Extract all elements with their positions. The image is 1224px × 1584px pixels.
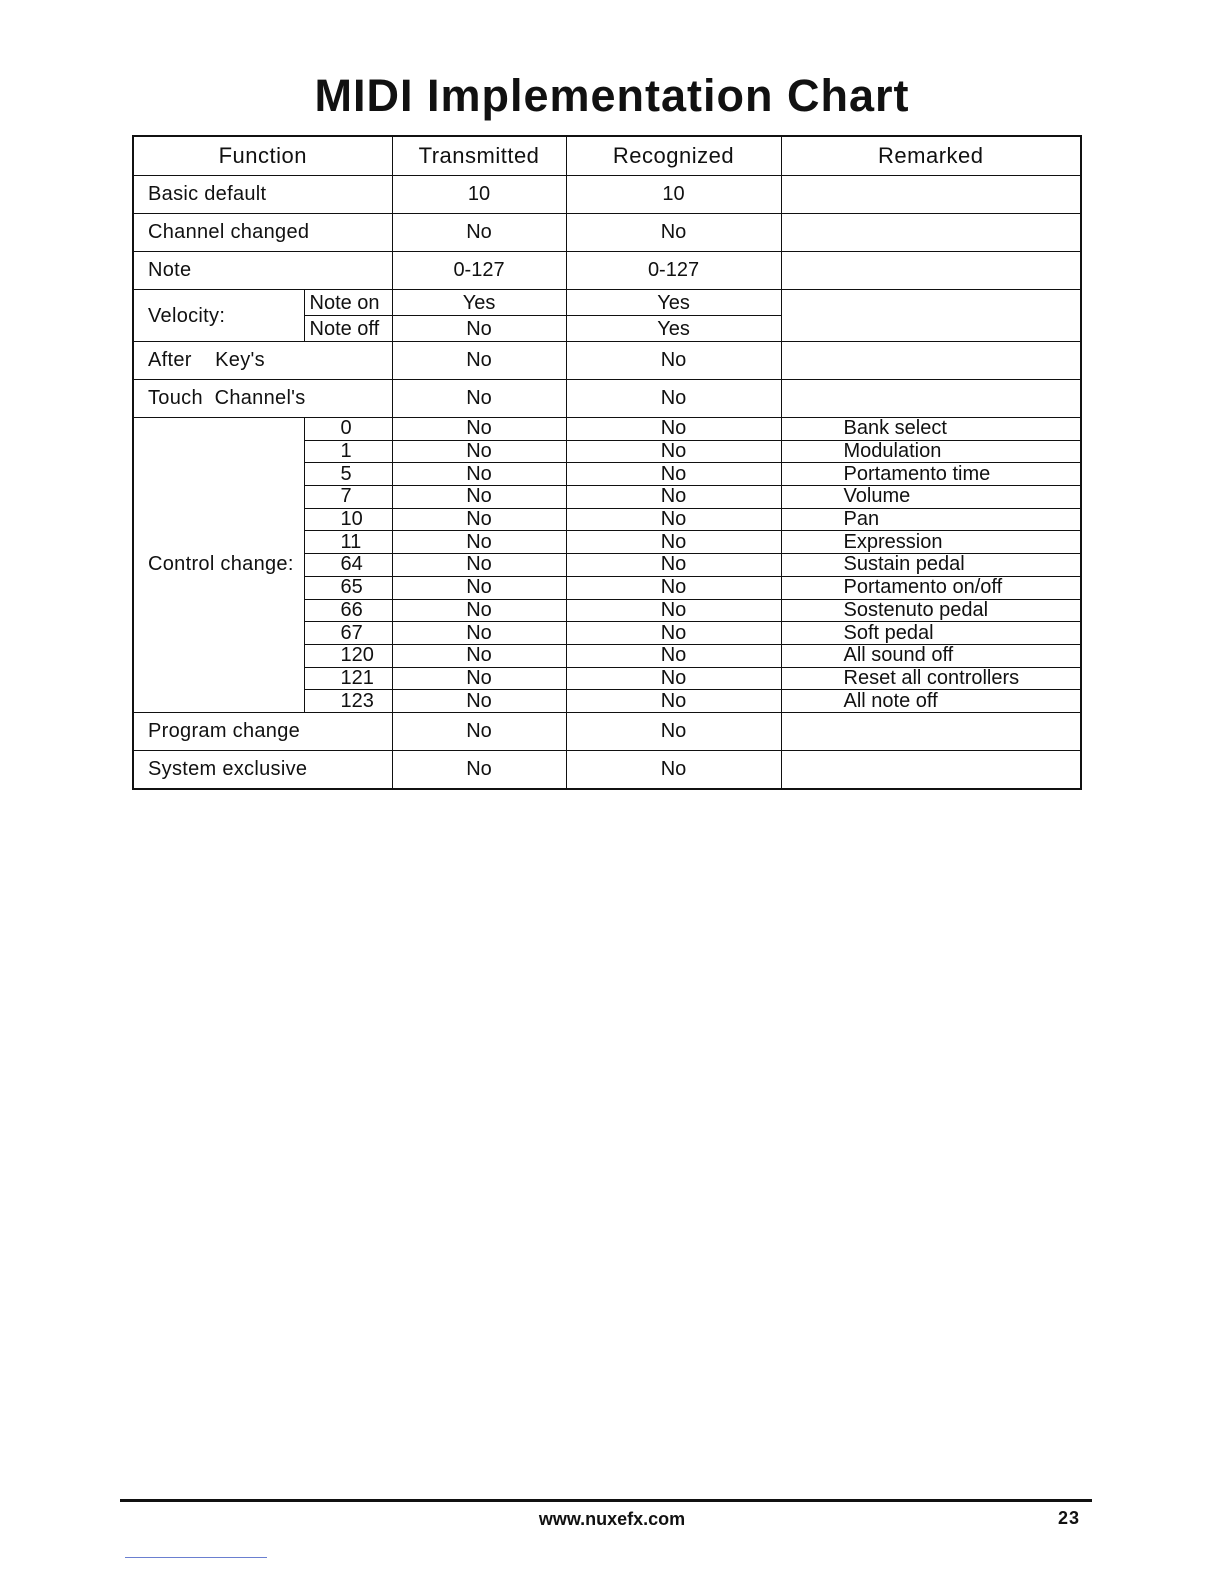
remarked-value: Portamento time [781, 463, 1081, 486]
cc-number: 123 [304, 690, 392, 713]
remarked-value [781, 712, 1081, 750]
cc-number: 10 [304, 508, 392, 531]
recognized-value: No [566, 690, 781, 713]
remarked-value: All sound off [781, 644, 1081, 667]
footer-divider [120, 1499, 1092, 1502]
transmitted-value: No [392, 342, 566, 380]
recognized-value: 0-127 [566, 252, 781, 290]
row-basic-default [133, 176, 1081, 214]
remarked-value [781, 176, 1081, 214]
row-velocity-note-on [133, 290, 1081, 316]
recognized-value: No [566, 644, 781, 667]
recognized-value: No [566, 508, 781, 531]
recognized-value: No [566, 667, 781, 690]
remarked-value [781, 750, 1081, 789]
remarked-value [781, 380, 1081, 418]
function-label: Basic default [133, 176, 392, 214]
page-number: 23 [1057, 1508, 1080, 1528]
transmitted-value: No [392, 554, 566, 577]
transmitted-value: No [392, 622, 566, 645]
velocity-sub-label: Note on [304, 290, 392, 316]
remarked-value [781, 252, 1081, 290]
recognized-value: No [566, 531, 781, 554]
transmitted-value: No [392, 214, 566, 252]
transmitted-value: No [392, 599, 566, 622]
recognized-value: 10 [566, 176, 781, 214]
cc-number: 1 [304, 440, 392, 463]
header-remarked: Remarked [781, 136, 1081, 176]
transmitted-value: No [392, 508, 566, 531]
remarked-value: Soft pedal [781, 622, 1081, 645]
function-label: Control change: [133, 418, 304, 713]
recognized-value: No [566, 750, 781, 789]
transmitted-value: 0-127 [392, 252, 566, 290]
remarked-value: Pan [781, 508, 1081, 531]
remarked-value: Sustain pedal [781, 554, 1081, 577]
midi-implementation-table [132, 135, 1082, 790]
table-header-row [133, 136, 1081, 176]
row-after-keys [133, 342, 1081, 380]
recognized-value: No [566, 712, 781, 750]
row-control-change [133, 418, 1081, 441]
function-label: After Key's [133, 342, 392, 380]
transmitted-value: No [392, 418, 566, 441]
remarked-value [781, 342, 1081, 380]
recognized-value: Yes [566, 316, 781, 342]
recognized-value: No [566, 418, 781, 441]
function-label: Note [133, 252, 392, 290]
row-touch-channels [133, 380, 1081, 418]
recognized-value: No [566, 486, 781, 509]
cc-number: 120 [304, 644, 392, 667]
recognized-value: No [566, 599, 781, 622]
transmitted-value: No [392, 690, 566, 713]
cc-number: 66 [304, 599, 392, 622]
remarked-value: Portamento on/off [781, 576, 1081, 599]
header-function: Function [133, 136, 392, 176]
transmitted-value: Yes [392, 290, 566, 316]
cc-number: 0 [304, 418, 392, 441]
transmitted-value: No [392, 486, 566, 509]
transmitted-value: No [392, 576, 566, 599]
cc-number: 64 [304, 554, 392, 577]
cc-number: 7 [304, 486, 392, 509]
recognized-value: No [566, 440, 781, 463]
cc-number: 11 [304, 531, 392, 554]
function-label: Touch Channel's [133, 380, 392, 418]
recognized-value: No [566, 554, 781, 577]
remarked-value: Sostenuto pedal [781, 599, 1081, 622]
recognized-value: No [566, 342, 781, 380]
function-label: System exclusive [133, 750, 392, 789]
transmitted-value: No [392, 463, 566, 486]
remarked-value: Reset all controllers [781, 667, 1081, 690]
page-title: MIDI Implementation Chart [314, 70, 910, 121]
recognized-value: Yes [566, 290, 781, 316]
recognized-value: No [566, 380, 781, 418]
remarked-value [781, 214, 1081, 252]
cc-number: 65 [304, 576, 392, 599]
cc-number: 5 [304, 463, 392, 486]
recognized-value: No [566, 576, 781, 599]
remarked-value: Modulation [781, 440, 1081, 463]
velocity-sub-label: Note off [304, 316, 392, 342]
transmitted-value: No [392, 440, 566, 463]
transmitted-value: No [392, 712, 566, 750]
footer-website-link[interactable]: www.nuxefx.com [538, 1509, 686, 1529]
function-label: Channel changed [133, 214, 392, 252]
scan-edge-underline [125, 1557, 267, 1558]
recognized-value: No [566, 214, 781, 252]
row-program-change [133, 712, 1081, 750]
remarked-value: Expression [781, 531, 1081, 554]
remarked-value [781, 290, 1081, 342]
remarked-value: All note off [781, 690, 1081, 713]
row-channel-changed [133, 214, 1081, 252]
function-label: Program change [133, 712, 392, 750]
remarked-value: Bank select [781, 418, 1081, 441]
function-label: Velocity: [133, 290, 304, 342]
recognized-value: No [566, 463, 781, 486]
recognized-value: No [566, 622, 781, 645]
cc-number: 121 [304, 667, 392, 690]
transmitted-value: No [392, 531, 566, 554]
remarked-value: Volume [781, 486, 1081, 509]
transmitted-value: No [392, 316, 566, 342]
row-system-exclusive [133, 750, 1081, 789]
transmitted-value: No [392, 667, 566, 690]
transmitted-value: 10 [392, 176, 566, 214]
transmitted-value: No [392, 644, 566, 667]
transmitted-value: No [392, 750, 566, 789]
header-recognized: Recognized [566, 136, 781, 176]
header-transmitted: Transmitted [392, 136, 566, 176]
row-note [133, 252, 1081, 290]
cc-number: 67 [304, 622, 392, 645]
transmitted-value: No [392, 380, 566, 418]
